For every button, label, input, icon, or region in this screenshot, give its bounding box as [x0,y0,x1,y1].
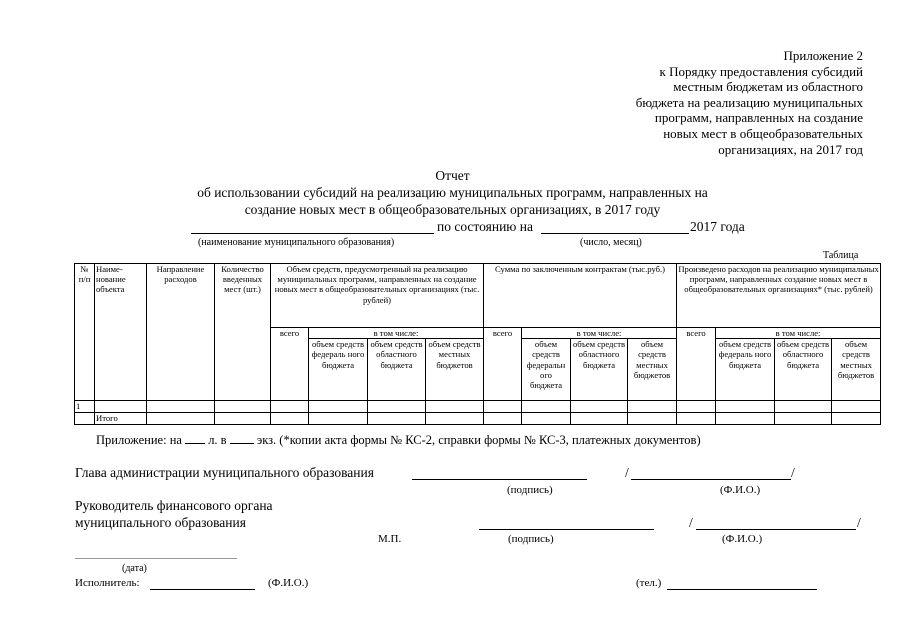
header-direction: Направление расходов [147,264,215,401]
signature-caption: (подпись) [508,533,554,545]
table-cell[interactable] [716,413,775,425]
phone-field[interactable] [667,589,817,590]
phone-label: (тел.) [636,577,662,589]
copies-field[interactable] [230,443,254,444]
row-num: 1 [75,401,95,413]
finance-fio-field[interactable] [696,529,856,530]
header-including: в том числе: [716,328,881,339]
row-num [75,413,95,425]
table-row [75,401,881,413]
header-qty: Количество введенных мест (шт.) [215,264,271,401]
finance-signature-field[interactable] [479,529,654,530]
table-cell[interactable] [775,413,832,425]
annex-header [533,48,863,157]
table-cell[interactable] [484,413,522,425]
header-regional: объем средств областного бюджета [775,339,832,401]
header-regional: объем средств областного бюджета [368,339,426,401]
annex-line: новых мест в общеобразовательных [663,125,863,141]
table-cell[interactable] [571,413,628,425]
table-cell[interactable] [368,413,426,425]
table-cell[interactable] [484,401,522,413]
report-title-line2: создание новых мест в общеобразовательных организациях, в 2017 году [244,202,661,217]
header-local: объем средств местных бюджетов [426,339,484,401]
executor-fio-caption: (Ф.И.О.) [268,577,309,589]
slash: / [689,515,693,530]
date-field[interactable] [541,233,689,234]
annex-line: местным бюджетам из областного [673,79,863,95]
header-regional: объем средств областного бюджета [571,339,628,401]
table-cell[interactable] [677,401,716,413]
attachment-mid: л. в [208,433,227,447]
table-cell[interactable] [775,401,832,413]
table-cell[interactable] [716,401,775,413]
attachment-suffix: экз. (*копии акта формы № КС-2, справки формы № КС-3, платежных документов) [256,433,701,447]
table-cell[interactable] [309,401,368,413]
attachment-prefix: Приложение: на [96,433,182,447]
row-object [95,401,147,413]
municipality-caption: (наименование муниципального образования) [198,237,395,248]
finance-label-1: Руководитель финансового органа [75,498,273,513]
table-cell[interactable] [147,401,215,413]
table-cell[interactable] [271,413,309,425]
annex-line: к Порядку предоставления субсидий [659,63,863,79]
table-cell[interactable] [426,413,484,425]
table-cell[interactable] [147,413,215,425]
table-cell[interactable] [628,413,677,425]
status-suffix: 2017 года [690,219,745,234]
fio-caption: (Ф.И.О.) [720,484,761,496]
header-including: в том числе: [522,328,677,339]
header-total: всего [677,328,716,401]
table-cell[interactable] [271,401,309,413]
table-cell[interactable] [215,401,271,413]
slash: / [857,515,861,530]
table-cell[interactable] [368,401,426,413]
table-cell[interactable] [426,401,484,413]
row-object: Итого [95,413,147,425]
table-label: Таблица [823,250,859,261]
header-including: в том числе: [309,328,484,339]
header-total: всего [484,328,522,401]
fio-caption: (Ф.И.О.) [722,533,763,545]
table-cell[interactable] [832,401,881,413]
table-cell[interactable] [677,413,716,425]
head-fio-field[interactable] [631,479,791,480]
table-cell[interactable] [215,413,271,425]
header-group-planned: Объем средств, предусмотренный на реализацию муниципальных программ, направленных на создание новых мест в общеобразовательных организациях (тыс. рублей) [271,264,484,328]
head-label: Глава администрации муниципального образования [75,465,374,480]
table-cell[interactable] [571,401,628,413]
slash: / [625,465,629,480]
header-num: № п/п [75,264,95,401]
header-local: объем средств местных бюджетов [832,339,881,401]
annex-line: программ, направленных на создание [654,110,863,126]
header-group-contracts: Сумма по заключенным контрактам (тыс.руб.) [484,264,677,328]
signature-caption: (подпись) [507,484,553,496]
table-cell[interactable] [522,413,571,425]
date-caption: (дата) [122,563,147,574]
slash: / [791,465,795,480]
date-caption: (число, месяц) [580,237,642,248]
header-federal: объем средств федераль ного бюджета [309,339,368,401]
header-federal: объем средств федеральн ого бюджета [522,339,571,401]
table-row [75,413,881,425]
date-signed-field[interactable] [75,558,237,559]
stamp-label: М.П. [378,533,402,545]
sheets-field[interactable] [185,443,205,444]
executor-name-field[interactable] [150,589,255,590]
report-table [74,263,881,425]
annex-line: Приложение 2 [783,48,863,63]
report-title-line1: об использовании субсидий на реализацию муниципальных программ, направленных на [197,185,708,200]
table-cell[interactable] [522,401,571,413]
header-group-expenses: Произведено расходов на реализацию муниципальных программ, направленных создание новых мест в общеобразовательных организациях* (тыс. рублей) [677,264,881,328]
report-heading: Отчет [435,168,470,183]
annex-line: организациях, на 2017 год [718,141,863,157]
table-cell[interactable] [832,413,881,425]
header-federal: объем средств федераль ного бюджета [716,339,775,401]
municipality-field[interactable] [191,233,434,234]
annex-line: бюджета на реализацию муниципальных [635,94,863,110]
header-object: Наиме-нование объекта [95,264,147,401]
table-cell[interactable] [628,401,677,413]
header-total: всего [271,328,309,401]
attachment-note [96,433,701,448]
status-prefix: по состоянию на [437,219,533,234]
executor-label: Исполнитель: [75,577,140,589]
header-local: объем средств местных бюджетов [628,339,677,401]
finance-label-2: муниципального образования [75,515,246,530]
head-signature-field[interactable] [412,479,587,480]
table-cell[interactable] [309,413,368,425]
